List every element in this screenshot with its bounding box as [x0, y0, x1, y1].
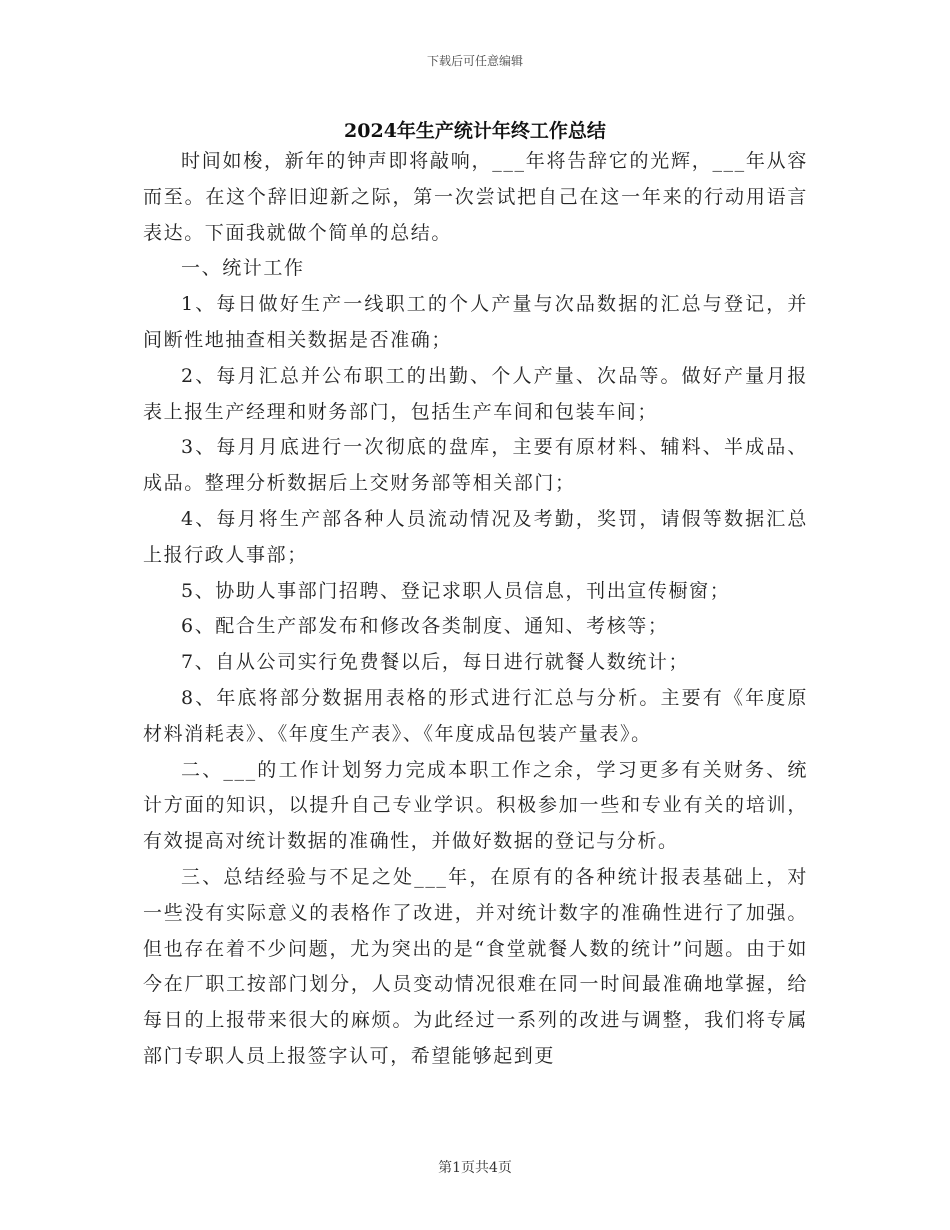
list-item-5: 5、协助人事部门招聘、登记求职人员信息，刊出宣传橱窗；: [181, 579, 731, 602]
document-title: 2024年生产统计年终工作总结: [344, 120, 606, 142]
list-item-3: 3、每月月底进行一次彻底的盘库，主要有原材料、辅料、半成品、成品。整理分析数据后上交财务部等相关部门；: [143, 436, 808, 495]
list-item-2: 2、每月汇总并公布职工的出勤、个人产量、次品等。做好产量月报表上报生产经理和财务部门，包括生产车间和包装车间；: [143, 364, 808, 423]
page-header-note: 下载后可任意编辑: [426, 54, 523, 68]
list-item-6: 6、配合生产部发布和修改各类制度、通知、考核等；: [181, 615, 669, 638]
section-work-plan: 二、___的工作计划努力完成本职工作之余，学习更多有关财务、统计方面的知识，以提升自己专业学识。积极参加一些和专业有关的培训，有效提高对统计数据的准确性，并做好数据的登记与分析。: [143, 758, 808, 853]
document-body: [143, 144, 808, 1075]
section-heading-statistics-work: 一、统计工作: [181, 257, 305, 280]
list-item-4: 4、每月将生产部各种人员流动情况及考勤，奖罚，请假等数据汇总上报行政人事部；: [143, 507, 808, 566]
page-number: 第1页共4页: [438, 1160, 512, 1176]
list-item-7: 7、自从公司实行免费餐以后，每日进行就餐人数统计；: [181, 651, 690, 674]
section-experience-summary: 三、总结经验与不足之处___年，在原有的各种统计报表基础上，对一些没有实际意义的表格作了改进，并对统计数字的准确性进行了加强。但也存在着不少问题，尤为突出的是“食堂就餐人数的统计”问题。由于如今在厂职工按部门划分，人员变动情况很难在同一时间最准确地掌握，给每日的上报带来很大的麻烦。为此经过一系列的改进与调整，我们将专属部门专职人员上报签字认可，希望能够起到更: [143, 865, 808, 1067]
paragraph-intro: 时间如梭，新年的钟声即将敲响，___年将告辞它的光辉，___年从容而至。在这个辞旧迎新之际，第一次尝试把自己在这一年来的行动用语言表达。下面我就做个简单的总结。: [143, 150, 808, 244]
list-item-8: 8、年底将部分数据用表格的形式进行汇总与分析。主要有《年度原材料消耗表》、《年度生产表》、《年度成品包装产量表》。: [143, 686, 808, 745]
list-item-1: 1、每日做好生产一线职工的个人产量与次品数据的汇总与登记，并间断性地抽查相关数据是否准确；: [143, 293, 808, 351]
